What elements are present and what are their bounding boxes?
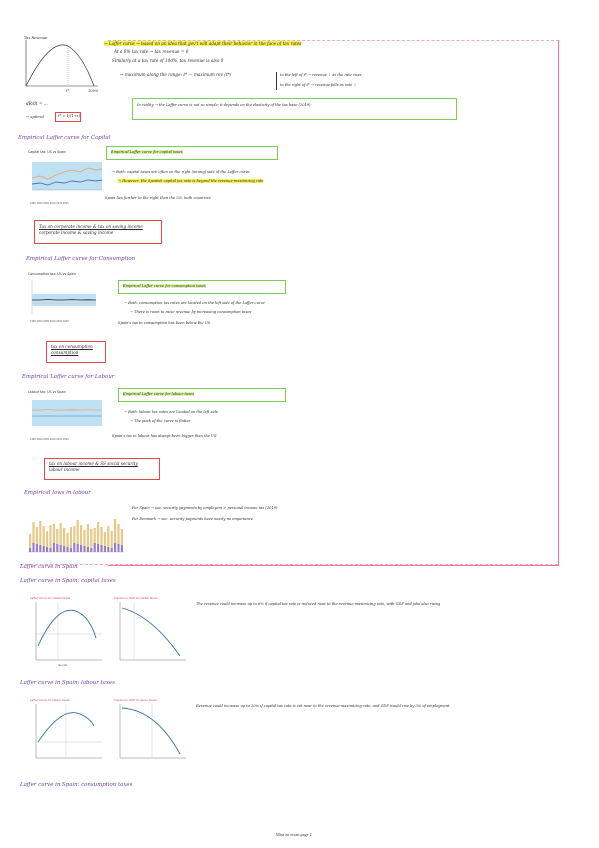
svg-text:1995 2000 2005 2010 2015 2020: 1995 2000 2005 2010 2015 2020 <box>30 320 69 323</box>
svg-text:Labour tax: US vs Spain: Labour tax: US vs Spain <box>28 390 67 394</box>
bar-segment-ss <box>114 543 116 552</box>
left-side-note: to the left of t* → revenue ↑ as the rate rises <box>280 73 362 77</box>
axis-100: 100% <box>88 89 99 93</box>
svg-text:Capital tax: US vs Spain: Capital tax: US vs Spain <box>28 150 67 154</box>
bar-segment-ss <box>117 544 119 552</box>
lower-heading-main: Laffer curve in Spain <box>20 564 78 570</box>
bar-segment-income <box>121 529 123 545</box>
labour-bullet-1: → Both: labour tax rates are located on the left side <box>124 410 219 414</box>
consumption-green-text: Empirical Laffer curve for consumption taxes <box>123 284 206 288</box>
maximum-line: → maximum along the range: t* — maximum rev (t*) <box>120 72 232 77</box>
right-side-note: to the right of t* → revenue falls as rate ↑ <box>280 83 357 87</box>
bar-segment-income <box>49 525 51 548</box>
bar-segment-ss <box>56 544 58 552</box>
spain-capital-chart-1 <box>28 594 104 670</box>
bar-segment-ss <box>87 547 89 552</box>
bar-segment-income <box>111 531 113 548</box>
bar-segment-income <box>114 519 116 543</box>
section-capital-heading: Empirical Laffer curve for Capital <box>18 135 111 141</box>
bar-segment-ss <box>63 546 65 552</box>
brace <box>276 72 279 90</box>
consumption-green-box <box>118 280 286 294</box>
bar-segment-income <box>87 524 89 547</box>
consumption-note: Spain's tax in consumption has been below the US <box>118 321 211 325</box>
lower-heading-capital: Laffer curve in Spain: capital taxes <box>20 578 116 584</box>
capital-green-text: Empirical Laffer curve for capital taxes <box>111 150 183 154</box>
line-t100: Similarly at a tax rate of 100%, tax revenue is also 0 <box>112 58 224 63</box>
bar-segment-ss <box>107 547 109 552</box>
labour-green-text: Empirical Laffer curve for labour taxes <box>123 392 195 396</box>
labour-spain-heading: Empirical laws in labour <box>24 490 91 496</box>
capital-bullet-1: → Both: capital taxes are often on the right (wrong) side of the Laffer curve <box>112 170 250 174</box>
bar-segment-ss <box>83 546 85 552</box>
section-labour-heading: Empirical Laffer curve for Labour <box>22 374 115 380</box>
capital-green-box <box>106 146 278 160</box>
line-t0: At a 0% tax rate → tax revenue = 0 <box>114 49 189 54</box>
bar-segment-income <box>107 526 109 547</box>
capital-chart <box>26 148 106 208</box>
bar-segment-income <box>73 526 75 543</box>
labour-red-box-line-1: tax on labour income & SS social security <box>49 461 138 466</box>
bar-segment-income <box>56 529 58 544</box>
svg-text:1995 2000 2005 2010 2015 2020: 1995 2000 2005 2010 2015 2020 <box>30 202 69 205</box>
consumption-chart <box>26 270 102 326</box>
optimal-label: → optimal <box>26 115 44 119</box>
bar-segment-ss <box>100 545 102 552</box>
labour-green-box <box>118 388 286 402</box>
labour-bar-chart <box>26 504 126 556</box>
formula-boxed: t* = 1/(1+ε) <box>58 114 81 118</box>
bar-segment-ss <box>60 545 62 552</box>
bar-segment-ss <box>36 544 38 552</box>
bar-segment-ss <box>70 548 72 552</box>
labour-bullet-2: → The peak of the curve is flatter <box>130 419 191 423</box>
bar-segment-income <box>117 524 119 544</box>
bar-segment-income <box>104 532 106 546</box>
bar-segment-income <box>66 533 68 547</box>
svg-text:tax rate: tax rate <box>58 664 68 667</box>
consumption-red-box <box>46 341 106 363</box>
bar-segment-income <box>94 528 96 543</box>
bar-segment-ss <box>111 548 113 552</box>
green-note-1-text: In reality → the Laffer curve is not so simple; it depends on the elasticity of the tax base (2019) <box>137 103 311 107</box>
bar-segment-ss <box>90 548 92 552</box>
axis-t-star: t* <box>66 89 70 93</box>
spain-labour-chart-1 <box>28 696 104 770</box>
capital-note: Spain lies further to the right than the US; both countries <box>105 196 211 200</box>
consumption-bullet-1: → Both: consumption tax rates are located on the left side of the Laffer curve <box>124 301 265 305</box>
spain-labour-chart-2 <box>112 696 188 770</box>
bar-segment-ss <box>97 544 99 552</box>
laffer-title <box>104 41 301 47</box>
labour-red-box <box>44 458 160 480</box>
bar-segment-ss <box>94 543 96 552</box>
lower-heading-labour: Laffer curve in Spain: labour taxes <box>20 680 115 686</box>
bar-segment-ss <box>104 546 106 552</box>
capital-red-box <box>34 220 162 244</box>
svg-text:Impact on GDP of labour taxes: Impact on GDP of labour taxes <box>114 698 157 702</box>
laffer-sketch <box>20 36 100 92</box>
bar-segment-ss <box>53 543 55 552</box>
bar-segment-income <box>70 527 72 548</box>
svg-text:Consumption tax: US vs Spain: Consumption tax: US vs Spain <box>28 272 77 276</box>
bar-segment-income <box>77 520 79 544</box>
bar-segment-ss <box>46 547 48 552</box>
bar-segment-income <box>80 525 82 545</box>
svg-text:Laffer curve for labour taxes: Laffer curve for labour taxes <box>30 698 70 702</box>
chart-title: Tax Revenue <box>24 36 48 40</box>
capital-red-box-line-1: Tax on corporate income & tax on saving income <box>39 224 143 229</box>
bar-segment-income <box>83 530 85 546</box>
green-note-1 <box>132 98 457 120</box>
bar-segment-income <box>46 531 48 547</box>
lower-heading-consumption: Laffer curve in Spain: consumption taxes <box>20 782 133 788</box>
svg-text:1995 2000 2005 2010 2015 2020: 1995 2000 2005 2010 2015 2020 <box>30 438 69 441</box>
labour-chart <box>26 388 106 444</box>
spain-capital-chart-2 <box>112 594 188 670</box>
bar-segment-ss <box>43 546 45 552</box>
bar-segment-income <box>90 529 92 548</box>
formula-box <box>55 112 81 122</box>
labour-spain-note-2: For Denmark → soc. security payments have nearly no importance <box>132 517 254 521</box>
section-consumption-heading: Empirical Laffer curve for Consumption <box>26 256 136 262</box>
labour-red-box-line-2: labour income <box>49 466 80 472</box>
consumption-red-box-line-1: tax on consumption <box>51 344 93 349</box>
capital-red-box-line-2: corporate income & saving income <box>39 229 114 235</box>
bar-segment-ss <box>77 544 79 552</box>
lower-labour-note: Revenue could increase up to 20% if capital tax rate is cut near to the revenue-maximizing rate, and GDP would rise by 3% of employment <box>196 704 450 708</box>
svg-text:Laffer curve for capital taxes: Laffer curve for capital taxes <box>30 596 71 600</box>
lower-capital-note: The revenue could increase up to 6% if capital tax rate is reduced near to the revenue-maximizing rate, with GDP and jobs also rising <box>196 602 441 606</box>
bar-segment-income <box>97 522 99 544</box>
capital-bullet-2-text: → However: the Spanish capital tax rate is beyond the revenue-maximizing rate <box>118 179 264 183</box>
bar-segment-income <box>32 522 34 543</box>
bar-segment-ss <box>121 545 123 552</box>
formula-left: dR/dt = ... <box>26 101 48 106</box>
svg-text:Impact on GDP of capital taxes: Impact on GDP of capital taxes <box>114 596 158 600</box>
laffer-title-text: → Laffer curve → based on an idea that gov't will adapt their behavior in the face of tax rates <box>104 41 302 46</box>
bar-segment-income <box>29 534 31 548</box>
consumption-red-box-line-2: consumption <box>51 349 79 355</box>
bar-segment-ss <box>39 545 41 552</box>
bar-segment-income <box>36 527 38 544</box>
bar-segment-income <box>63 528 65 546</box>
labour-spain-note-1: For Spain → soc. security payments by employers > personal income tax (2019) <box>132 506 278 510</box>
capital-bullet-2 <box>118 179 263 184</box>
labour-note: Spain's tax in labour has always been bigger than the US <box>112 434 217 438</box>
bar-segment-income <box>43 526 45 546</box>
bar-segment-income <box>100 527 102 545</box>
bar-segment-ss <box>80 545 82 552</box>
bar-segment-ss <box>73 543 75 552</box>
bar-segment-ss <box>29 548 31 552</box>
bar-segment-income <box>39 521 41 545</box>
bar-segment-ss <box>66 547 68 552</box>
page-footer: Mise en ecran page 2 <box>276 832 312 837</box>
bar-segment-income <box>60 523 62 545</box>
pink-divider <box>20 564 558 565</box>
consumption-bullet-2: → There is room to raise revenue by increasing consumption taxes <box>130 310 252 314</box>
bar-segment-ss <box>49 548 51 552</box>
bar-segment-income <box>53 524 55 543</box>
bar-segment-ss <box>32 543 34 552</box>
